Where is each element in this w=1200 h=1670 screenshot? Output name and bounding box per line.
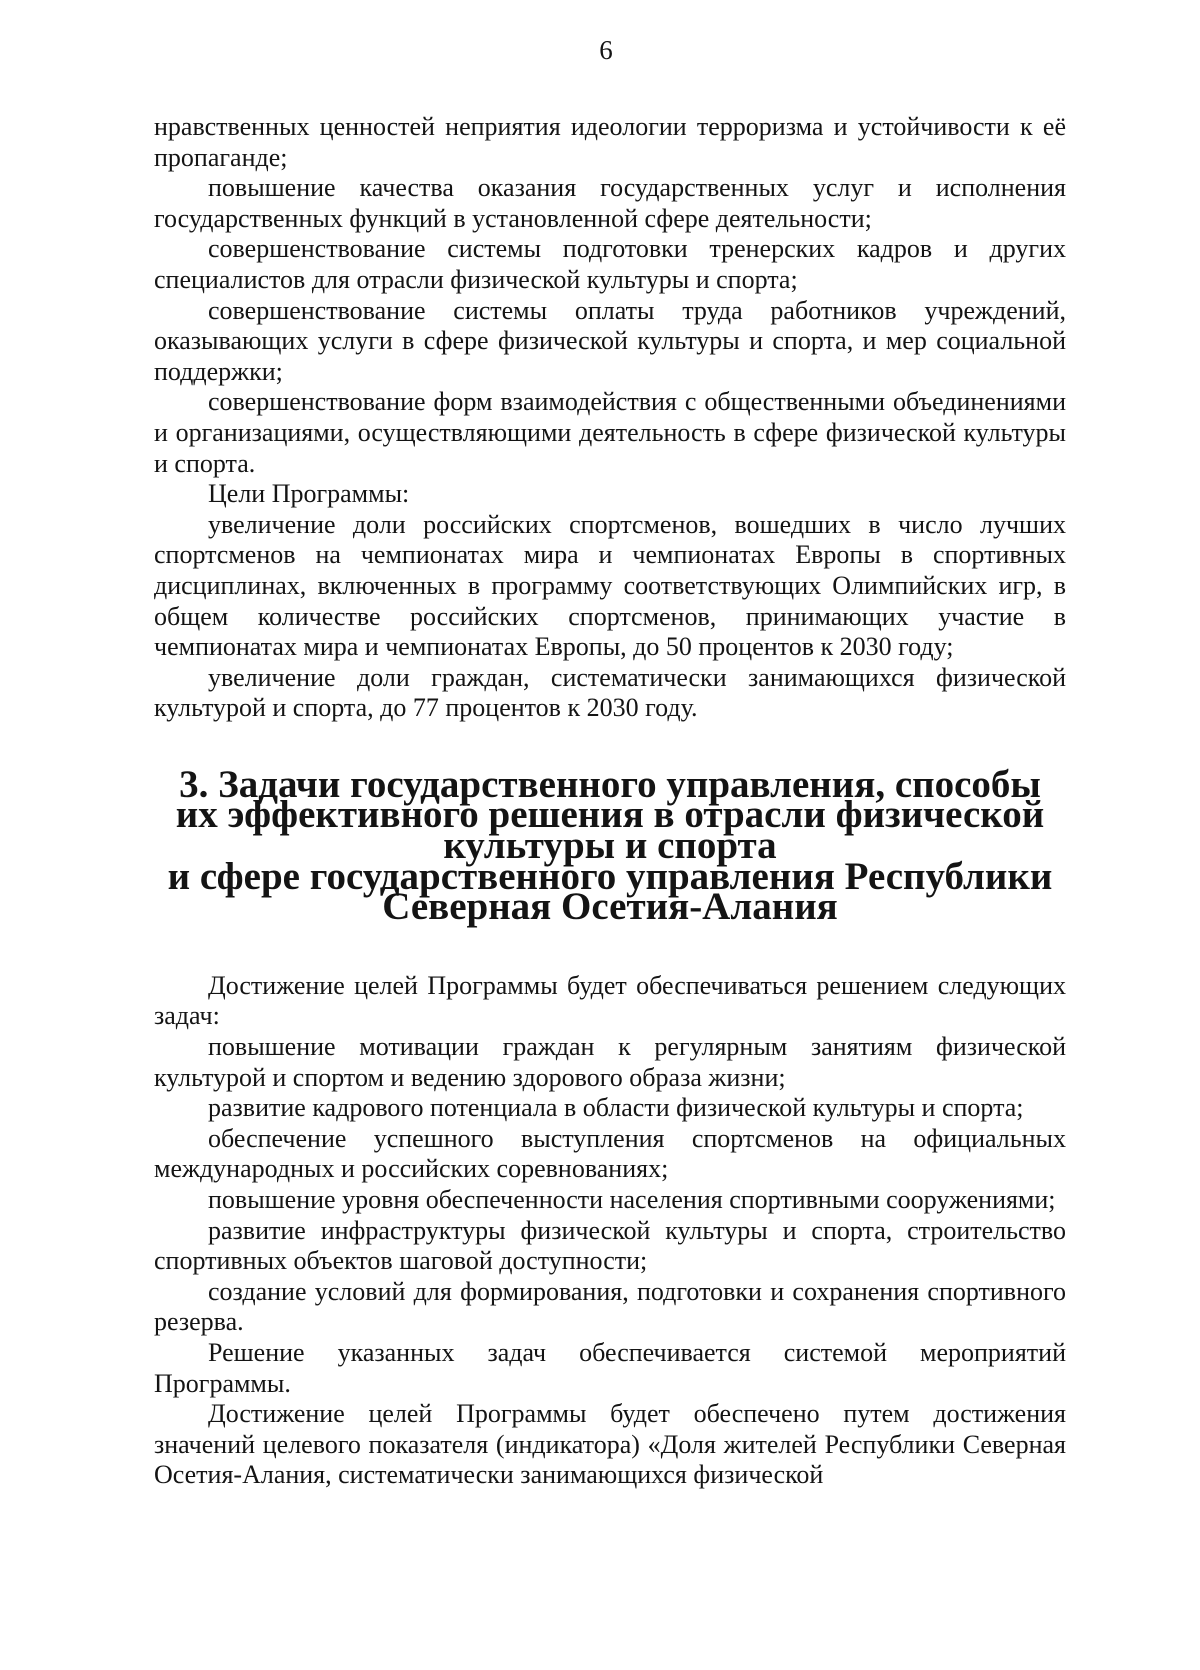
paragraph: Достижение целей Программы будет обеспечиваться решением следующих задач: <box>154 970 1066 1031</box>
paragraphs-before <box>154 112 1066 724</box>
section-heading <box>154 724 1066 971</box>
paragraph: развитие инфраструктуры физической культуры и спорта, строительство спортивных объектов шаговой доступности; <box>154 1215 1066 1276</box>
paragraph: повышение мотивации граждан к регулярным занятиям физической культурой и спортом и ведению здорового образа жизни; <box>154 1032 1066 1092</box>
paragraph: создание условий для формирования, подготовки и сохранения спортивного резерва. <box>154 1276 1066 1337</box>
paragraph: совершенствование форм взаимодействия с общественными объединениями и организациями, осуществляющими деятельность в сфере физической культуры и спорта. <box>154 387 1066 478</box>
paragraph: повышение уровня обеспеченности населения спортивными сооружениями; <box>208 1185 1056 1214</box>
paragraph: нравственных ценностей неприятия идеологии терроризма и устойчивости к её пропаганде; <box>154 112 1066 172</box>
paragraph: увеличение доли граждан, систематически занимающихся физической культурой и спорта, до 77 процентов к 2030 году. <box>154 662 1066 723</box>
section-heading-line: Северная Осетия-Алания <box>382 885 838 929</box>
paragraph: обеспечение успешного выступления спортсменов на официальных международных и российских соревнованиях; <box>154 1123 1066 1184</box>
paragraph: Достижение целей Программы будет обеспечено путем достижения значений целевого показателя (индикатора) «Доля жителей Республики Северная Осетия-Алания, систематически занимающихся физической <box>154 1399 1066 1490</box>
paragraph: Цели Программы: <box>208 479 410 509</box>
paragraph: совершенствование системы оплаты труда работников учреждений, оказывающих услуги в сфере физической культуры и спорта, и мер социальной поддержки; <box>154 295 1066 386</box>
document-body <box>154 112 1066 1491</box>
section-heading-line: и сфере государственного управления Республики <box>167 854 1053 898</box>
paragraph: развитие кадрового потенциала в области физической культуры и спорта; <box>208 1093 1024 1123</box>
page-number: 6 <box>599 35 613 65</box>
paragraph: увеличение доли российских спортсменов, вошедших в число лучших спортсменов на чемпионатах мира и чемпионатах Европы в спортивных дисциплинах, включенных в программу соответствующих Олимпийских игр, в общем количестве российских спортсменов, принимающих участие в чемпионатах мира и чемпионатах Европы, до 50 процентов к 2030 году; <box>154 509 1066 662</box>
section-heading-line: их эффективного решения в отрасли физической культуры и спорта <box>175 793 1045 868</box>
paragraphs-after <box>154 971 1066 1491</box>
section-heading-line: 3. Задачи государственного управления, способы <box>179 762 1041 806</box>
paragraph: совершенствование системы подготовки тренерских кадров и других специалистов для отрасли физической культуры и спорта; <box>154 234 1066 294</box>
paragraph: повышение качества оказания государственных услуг и исполнения государственных функций в установленной сфере деятельности; <box>154 173 1066 233</box>
paragraph: Решение указанных задач обеспечивается системой мероприятий Программы. <box>154 1337 1066 1398</box>
